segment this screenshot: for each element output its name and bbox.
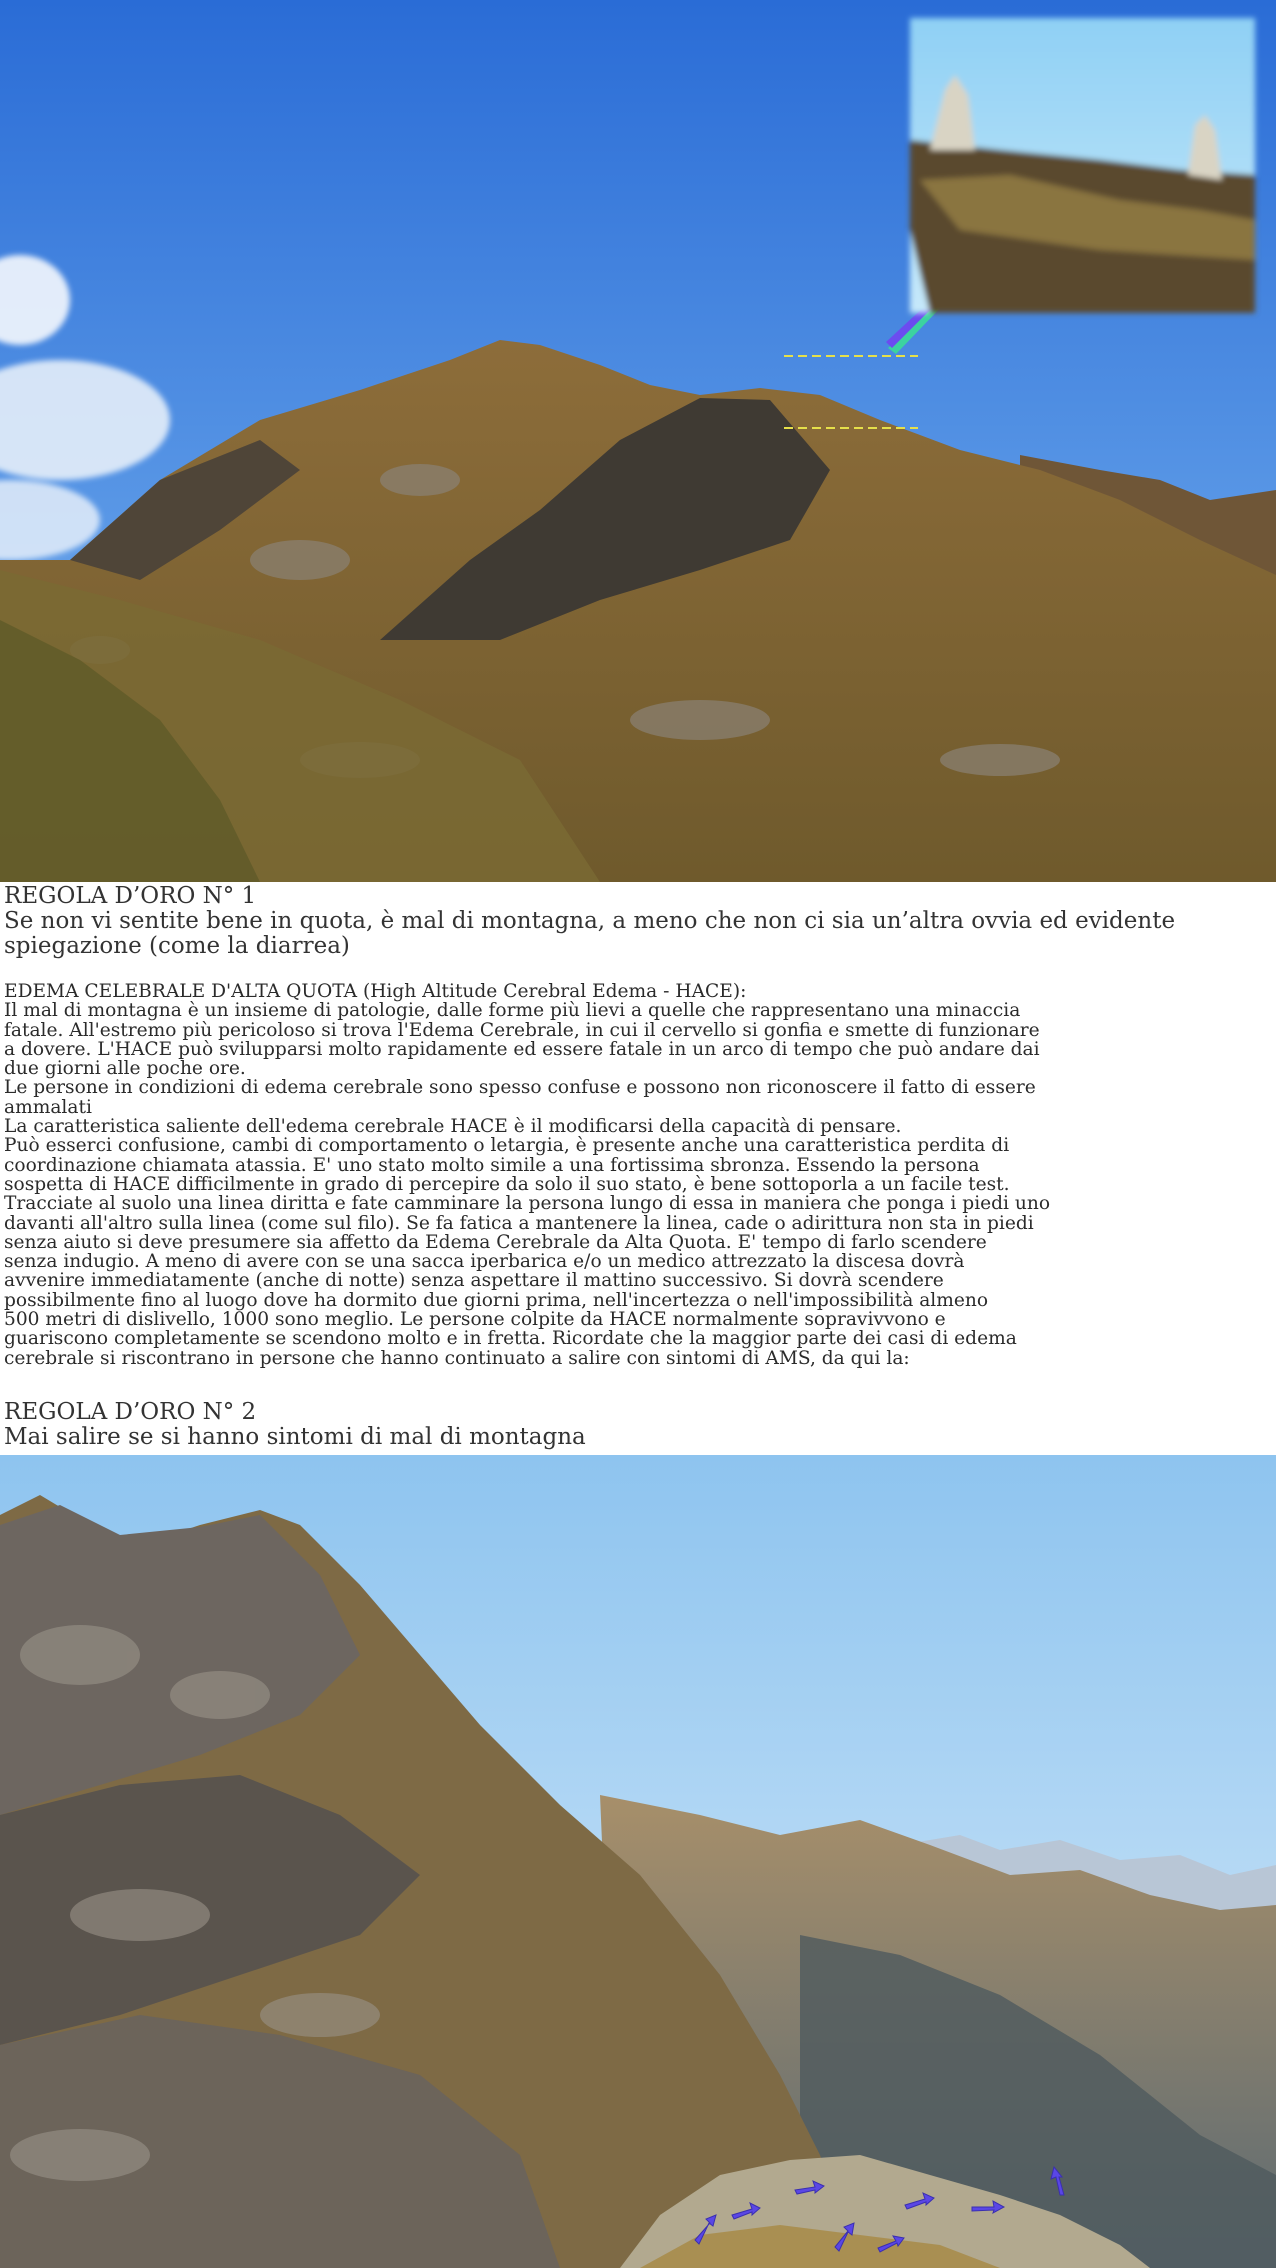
rule-2-title: REGOLA D’ORO N° 2 <box>4 1399 257 1425</box>
rule-2-text: Mai salire se si hanno sintomi di mal di montagna <box>4 1424 586 1450</box>
rule-1-title: REGOLA D’ORO N° 1 <box>4 883 257 909</box>
ridge-illustration <box>0 1455 1276 2268</box>
article-heading: EDEMA CELEBRALE D'ALTA QUOTA (High Altitude Cerebral Edema - HACE): <box>4 981 747 1002</box>
article-paragraph-4: Può esserci confusione, cambi di comportamento o letargia, è presente anche una caratteristica perdita di coordinazione chiamata atassia. E' uno stato molto simile a una fortissima sbronza. Essendo la persona sospetta di HACE difficilmente in grado di percepire da solo il suo stato, è bene sottoporla a un facile test. <box>4 1135 1010 1195</box>
mountain-photo-bottom <box>0 1455 1276 2268</box>
rule-1-text: Se non vi sentite bene in quota, è mal di montagna, a meno che non ci sia un’altra ovvia ed evidente spiegazione (come la diarrea) <box>4 908 1176 959</box>
article-paragraph-1: Il mal di montagna è un insieme di patologie, dalle forme più lievi a quelle che rappresentano una minaccia fatale. All'estremo più pericoloso si trova l'Edema Cerebrale, in cui il cervello si gonfia e smette di funzionare a dovere. L'HACE può svilupparsi molto rapidamente ed essere fatale in un arco di tempo che può andare dai due giorni alle poche ore. <box>4 1000 1040 1080</box>
rule-2-block <box>4 1400 1264 1450</box>
article-paragraph-5: Tracciate al suolo una linea diritta e fate camminare la persona lungo di essa in maniera che ponga i piedi uno davanti all'altro sulla linea (come sul filo). Se fa fatica a mantenere la linea, cade o adirittura non sta in piedi senza aiuto si deve presumere sia affetto da Edema Cerebrale da Alta Quota. E' tempo di farlo scendere senza indugio. A meno di avere con se una sacca iperbarica e/o un medico attrezzato la discesa dovrà avvenire immediatamente (anche di notte) senza aspettare il mattino successivo. Si dovrà scendere possibilmente fino al luogo dove ha dormito due giorni prima, nell'incertezza o nell'impossibilità almeno 500 metri di dislivello, 1000 sono meglio. Le persone colpite da HACE normalmente sopravivvono e guariscono completamente se scendono molto e in fretta. Ricordate che la maggior parte dei casi di edema cerebrale si riscontrano in persone che hanno continuato a salire con sintomi di AMS, da qui la: <box>4 1193 1051 1369</box>
article-paragraph-3: La caratteristica saliente dell'edema cerebrale HACE è il modificarsi della capacità di pensare. <box>4 1116 902 1138</box>
rule-1-block <box>4 884 1264 959</box>
mountain-illustration <box>0 0 1276 882</box>
mountain-photo-top <box>0 0 1276 882</box>
summit-cairn-inset <box>910 18 1255 313</box>
hace-article <box>4 982 1264 1368</box>
article-paragraph-2: Le persone in condizioni di edema cerebrale sono spesso confuse e possono non riconoscere il fatto di essere ammalati <box>4 1077 1036 1118</box>
